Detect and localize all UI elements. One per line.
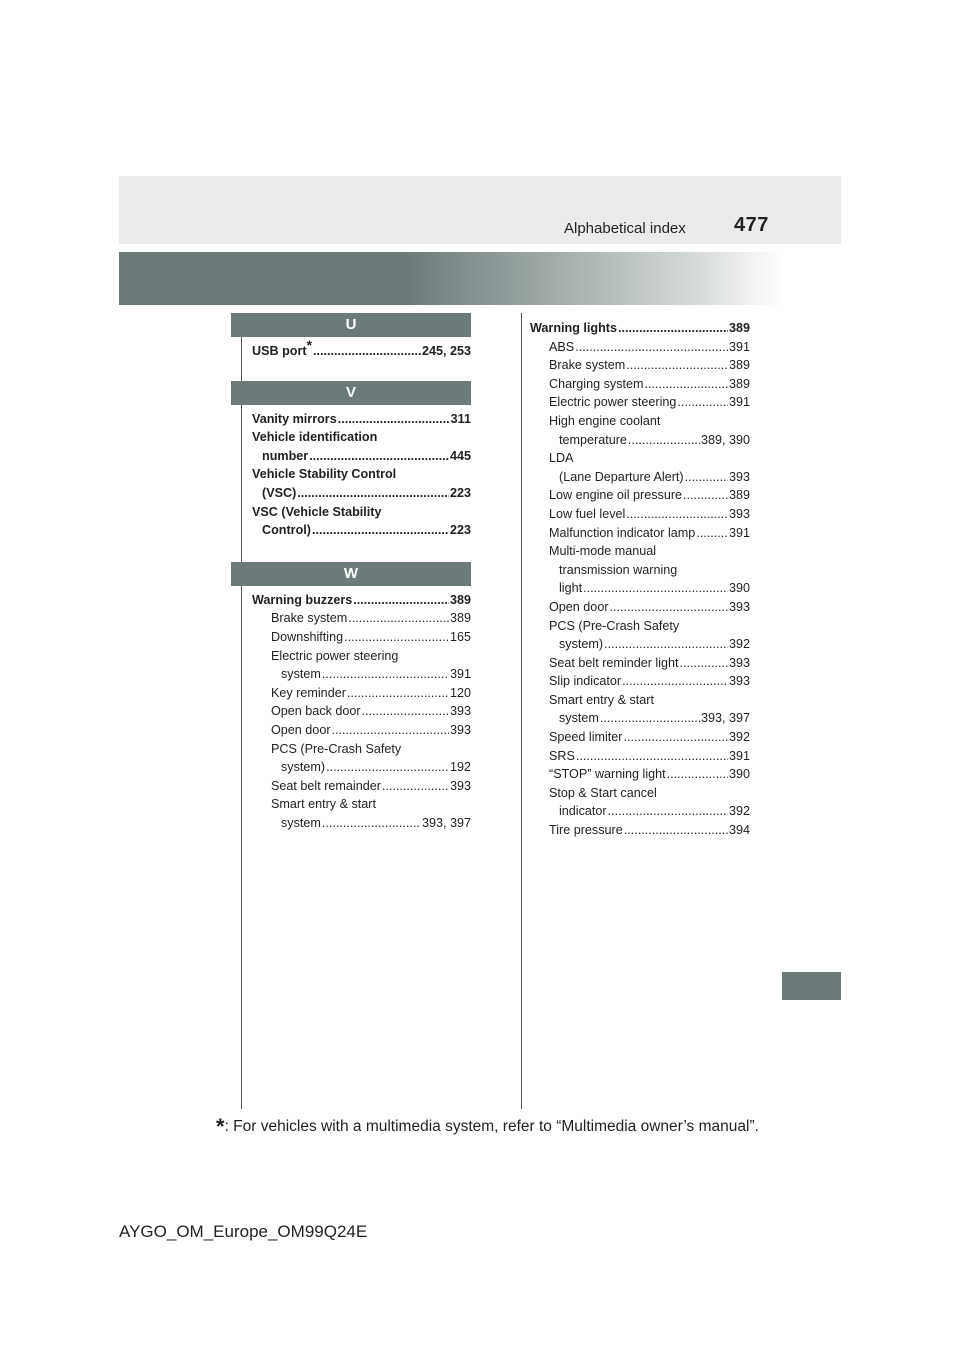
entry-label: Control) (262, 523, 311, 538)
entry-label: Low fuel level (549, 506, 626, 521)
entry-label-line: Vehicle identification (252, 430, 378, 445)
entry-label: USB port (252, 344, 307, 358)
index-subentry (252, 684, 471, 703)
footnote-star: * (216, 1114, 225, 1139)
entry-label: Tire pressure (549, 823, 623, 838)
entry-label-line: Multi-mode manual (549, 544, 657, 559)
index-subentry (530, 654, 750, 673)
index-subentry (530, 672, 750, 691)
index-subentry (530, 431, 750, 450)
entry-page: 390 (728, 767, 750, 782)
entry-label: Seat belt reminder light (549, 655, 679, 670)
entry-label: Brake system (271, 611, 348, 626)
entry-page: 393 (728, 506, 750, 521)
index-subentry (530, 802, 750, 821)
index-subentry (530, 338, 750, 357)
index-column-right (530, 319, 750, 840)
entry-label-line: Electric power steering (271, 648, 399, 663)
entry-label: Open door (549, 599, 609, 614)
entry-page: 393 (728, 655, 750, 670)
entry-page: 391 (728, 339, 750, 354)
entry-label: Electric power steering (549, 395, 677, 410)
index-subentry (252, 665, 471, 684)
index-subentry (252, 702, 471, 721)
entry-label-line: Smart entry & start (549, 692, 654, 707)
entry-page: 392 (728, 730, 750, 745)
entry-label-line: Vehicle Stability Control (252, 467, 397, 482)
entry-page: 245, 253 (421, 344, 471, 358)
entry-page: 445 (449, 448, 471, 463)
entry-label: Downshifting (271, 629, 344, 644)
entry-label-line: LDA (549, 451, 574, 466)
entry-page: 120 (449, 685, 471, 700)
document-id: AYGO_OM_Europe_OM99Q24E (119, 1222, 368, 1241)
index-subentry (530, 486, 750, 505)
entry-label: indicator (559, 804, 607, 819)
chapter-side-tab (782, 972, 841, 1000)
entry-label: ABS (549, 339, 575, 354)
section-title: Alphabetical index (564, 220, 686, 237)
entry-page: 192 (449, 760, 471, 775)
entry-label: Warning buzzers (252, 592, 353, 607)
index-subentry (530, 821, 750, 840)
index-subentry (530, 524, 750, 543)
index-subentry (530, 579, 750, 598)
column-rule-right (521, 313, 522, 1109)
entry-label: system) (559, 637, 604, 652)
entry-page: 389 (449, 592, 471, 607)
entry-label-line: Smart entry & start (271, 797, 376, 812)
entry-label: Seat belt remainder (271, 778, 381, 793)
entry-label: system (281, 815, 321, 830)
entry-page: 390 (728, 581, 750, 596)
entry-page: 391 (728, 748, 750, 763)
entry-page: 389 (728, 376, 750, 391)
entry-label: SRS (549, 748, 575, 763)
entry-label: system (281, 667, 321, 682)
letter-heading-w: W (231, 562, 471, 586)
entry-label: Vanity mirrors (252, 411, 337, 426)
section-w-entries (231, 591, 471, 833)
footnote-text: : For vehicles with a multimedia system, refer to “Multimedia owner’s manual”. (224, 1118, 759, 1135)
entry-page: 394 (728, 823, 750, 838)
entry-label: Low engine oil pressure (549, 488, 683, 503)
entry-label-line: Stop & Start cancel (549, 785, 657, 800)
header-band (119, 176, 841, 244)
entry-label: Key reminder (271, 685, 346, 700)
index-subentry (252, 777, 471, 796)
entry-label: “STOP” warning light (549, 767, 666, 782)
index-subentry (530, 635, 750, 654)
index-subentry (530, 747, 750, 766)
footnote (216, 1114, 759, 1140)
index-subentry (530, 468, 750, 487)
index-entry (252, 521, 471, 540)
footnote-asterisk: * (306, 337, 313, 353)
entry-page: 223 (449, 523, 471, 538)
index-subentry (530, 393, 750, 412)
entry-label-line: transmission warning (559, 562, 678, 577)
entry-page: 392 (728, 804, 750, 819)
entry-label-line: PCS (Pre-Crash Safety (549, 618, 680, 633)
entry-label-line: VSC (Vehicle Stability (252, 504, 382, 519)
entry-label: Open back door (271, 704, 361, 719)
index-entry (252, 447, 471, 466)
letter-heading-v: V (231, 381, 471, 405)
index-entry (252, 410, 471, 429)
entry-page: 392 (728, 637, 750, 652)
entry-label: Open door (271, 722, 331, 737)
index-subentry (530, 356, 750, 375)
index-subentry (530, 598, 750, 617)
index-entry (252, 337, 471, 361)
entry-label: number (262, 448, 309, 463)
index-entry (252, 484, 471, 503)
index-subentry (252, 628, 471, 647)
entry-label: light (559, 581, 583, 596)
index-column-left (231, 313, 471, 832)
entry-page: 165 (449, 629, 471, 644)
entry-page: 389 (449, 611, 471, 626)
entry-label: Slip indicator (549, 674, 622, 689)
entry-label: Warning lights (530, 321, 617, 335)
index-subentry (252, 609, 471, 628)
entry-page: 391 (728, 395, 750, 410)
entry-page: 389 (728, 488, 750, 503)
entry-page: 389, 390 (700, 432, 750, 447)
entry-page: 393 (728, 469, 750, 484)
entry-page: 391 (728, 525, 750, 540)
entry-page: 393 (728, 674, 750, 689)
index-subentry (530, 375, 750, 394)
entry-label: system) (281, 760, 326, 775)
entry-page: 393, 397 (421, 815, 471, 830)
index-entry (530, 319, 750, 338)
entry-page: 223 (449, 485, 471, 500)
entry-page: 389 (728, 358, 750, 373)
index-subentry (530, 728, 750, 747)
entry-label: Brake system (549, 358, 626, 373)
entry-page: 393 (449, 704, 471, 719)
entry-label: (VSC) (262, 485, 297, 500)
entry-label: (Lane Departure Alert) (559, 469, 684, 484)
index-entry (252, 591, 471, 610)
index-subentry (530, 709, 750, 728)
index-subentry (252, 721, 471, 740)
section-u-entries (231, 337, 471, 361)
entry-label-line: PCS (Pre-Crash Safety (271, 741, 402, 756)
entry-label: Malfunction indicator lamp (549, 525, 696, 540)
letter-heading-u: U (231, 313, 471, 337)
entry-page: 391 (449, 667, 471, 682)
index-subentry (252, 758, 471, 777)
index-subentry (252, 814, 471, 833)
index-subentry (530, 765, 750, 784)
entry-page: 393 (449, 722, 471, 737)
entry-label: Speed limiter (549, 730, 623, 745)
header-gradient-bar (119, 252, 841, 305)
section-v-entries (231, 410, 471, 540)
entry-page: 311 (450, 411, 471, 426)
page-number: 477 (734, 214, 769, 236)
entry-label-line: High engine coolant (549, 413, 661, 428)
entry-page: 389 (728, 321, 750, 335)
entry-label: Charging system (549, 376, 644, 391)
index-subentry (530, 505, 750, 524)
entry-page: 393 (449, 778, 471, 793)
entry-page: 393, 397 (700, 711, 750, 726)
entry-label: system (559, 711, 599, 726)
entry-label: temperature (559, 432, 627, 447)
entry-page: 393 (728, 599, 750, 614)
